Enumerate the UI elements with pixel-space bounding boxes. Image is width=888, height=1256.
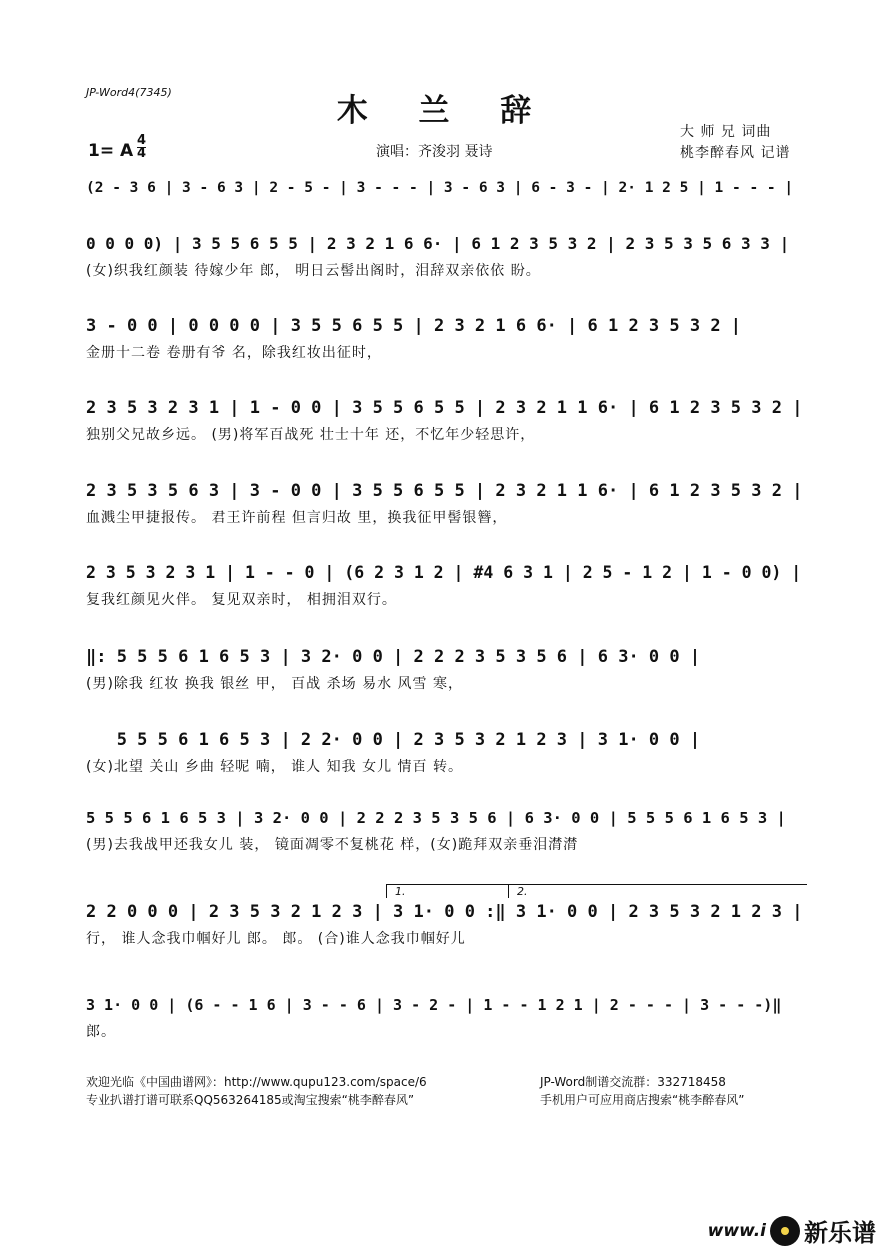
lyric-line: (男)除我 红妆 换我 银丝 甲， 百战 杀场 易水 风雪 寒， [86,676,463,692]
notation-line [86,993,806,1017]
lyric-line: 行， 谁人念我巾帼好儿 郎。 郎。 (合)谁人念我巾帼好儿 [86,931,466,947]
singer-credit: 演唱：齐浚羽 聂诗 [376,144,493,160]
notation-text: 2 3 5 3 2 3 1 | 1 - 0 0 | 3 5 5 6 5 5 | 2 3 2 1 1 6· | 6 1 2 3 5 3 2 | [86,398,803,418]
lyric-line: 金册十二卷 卷册有爷 名，除我红妆出征时， [86,345,382,361]
notation-text: (2 - 3 6 | 3 - 6 3 | 2 - 5 - | 3 - - - | 3 - 6 3 | 6 - 3 - | 2· 1 2 5 | 1 - - - | [86,180,794,196]
time-signature-top: 4 [137,133,147,148]
notation-text: 2 3 5 3 2 3 1 | 1 - - 0 | (6 2 3 1 2 | #4 6 3 1 | 2 5 - 1 2 | 1 - 0 0) | [86,563,802,582]
lyric-line: 独别父兄故乡远。 (男)将军百战死 壮士十年 还，不忆年少轻思许， [86,427,536,443]
footer-group: JP-Word制谱交流群：332718458 [540,1075,726,1089]
watermark-name: 新乐谱 [804,1219,876,1247]
lyric-line: 血溅尘甲捷报传。 君王许前程 但言归故 里，换我征甲髻银簪， [86,510,508,526]
footer-app: 手机用户可应用商店搜索“桃李醉春风” [540,1093,745,1107]
notation-text: 3 - 0 0 | 0 0 0 0 | 3 5 5 6 5 5 | 2 3 2 1 6 6· | 6 1 2 3 5 3 2 | [86,316,742,336]
lyric-line: (女)北望 关山 乡曲 轻呢 喃， 谁人 知我 女儿 情百 转。 [86,759,463,775]
footer-contact: 专业扒谱打谱可联系QQ563264185或淘宝搜索“桃李醉春风” [86,1093,415,1107]
key-signature: 1= A [88,141,134,161]
lyricist-credit: 大 师 兄 词曲 [680,124,772,140]
notation-line [86,728,806,752]
notation-text: 3 1· 0 0 | (6 - - 1 6 | 3 - - 6 | 3 - 2 - | 1 - - 1 2 1 | 2 - - - | 3 - - -)‖ [86,996,782,1014]
notation-line [86,900,806,924]
notation-line [86,396,806,420]
lyric-line: (男)去我战甲还我女儿 装， 镜面凋零不复桃花 样，(女)跪拜双亲垂泪潸潸 [86,837,579,853]
lyric-line: 复我红颜见火伴。 复见双亲时， 相拥泪双行。 [86,592,397,608]
notation-text: 2 3 5 3 5 6 3 | 3 - 0 0 | 3 5 5 6 5 5 | 2 3 2 1 1 6· | 6 1 2 3 5 3 2 | [86,481,803,501]
footer-website: 欢迎光临《中国曲谱网》：http://www.qupu123.com/space/6 [86,1075,427,1089]
record-disc-icon [770,1216,800,1246]
watermark-url: www.i [707,1220,766,1241]
page-title: 木 兰 辞 [336,93,552,129]
notation-line [86,314,806,338]
notation-text: 0 0 0 0) | 3 5 5 6 5 5 | 2 3 2 1 6 6· | 6 1 2 3 5 3 2 | 2 3 5 3 5 6 3 3 | [86,234,790,253]
notation-line [86,479,806,503]
edition-label: JP-Word4(7345) [86,86,172,99]
notation-line [86,806,806,830]
notation-text: 2 2 0 0 0 | 2 3 5 3 2 1 2 3 | 3 1· 0 0 :‖ 3 1· 0 0 | 2 3 5 3 2 1 2 3 | [86,902,803,922]
time-signature [137,135,146,160]
notation-text: 5 5 5 6 1 6 5 3 | 3 2· 0 0 | 2 2 2 3 5 3 5 6 | 6 3· 0 0 | 5 5 5 6 1 6 5 3 | [86,809,786,827]
notation-line [86,561,806,585]
lyric-line: 郎。 [86,1024,116,1040]
lyric-line: (女)织我红颜装 待嫁少年 郎， 明日云髻出阁时，泪辞双亲依依 盼。 [86,263,541,279]
watermark-logo [708,1213,876,1248]
transcriber-credit: 桃李醉春风 记谱 [680,145,791,161]
time-signature-bottom: 4 [137,146,147,161]
notation-line [86,232,806,256]
notation-text: 5 5 5 6 1 6 5 3 | 2 2· 0 0 | 2 3 5 3 2 1 2 3 | 3 1· 0 0 | [86,730,701,750]
notation-line [86,645,806,669]
volta-first-ending: 1. [386,884,510,898]
notation-line [86,176,806,200]
notation-text: ‖: 5 5 5 6 1 6 5 3 | 3 2· 0 0 | 2 2 2 3 5 3 5 6 | 6 3· 0 0 | [86,647,701,667]
volta-second-ending: 2. [508,884,807,898]
